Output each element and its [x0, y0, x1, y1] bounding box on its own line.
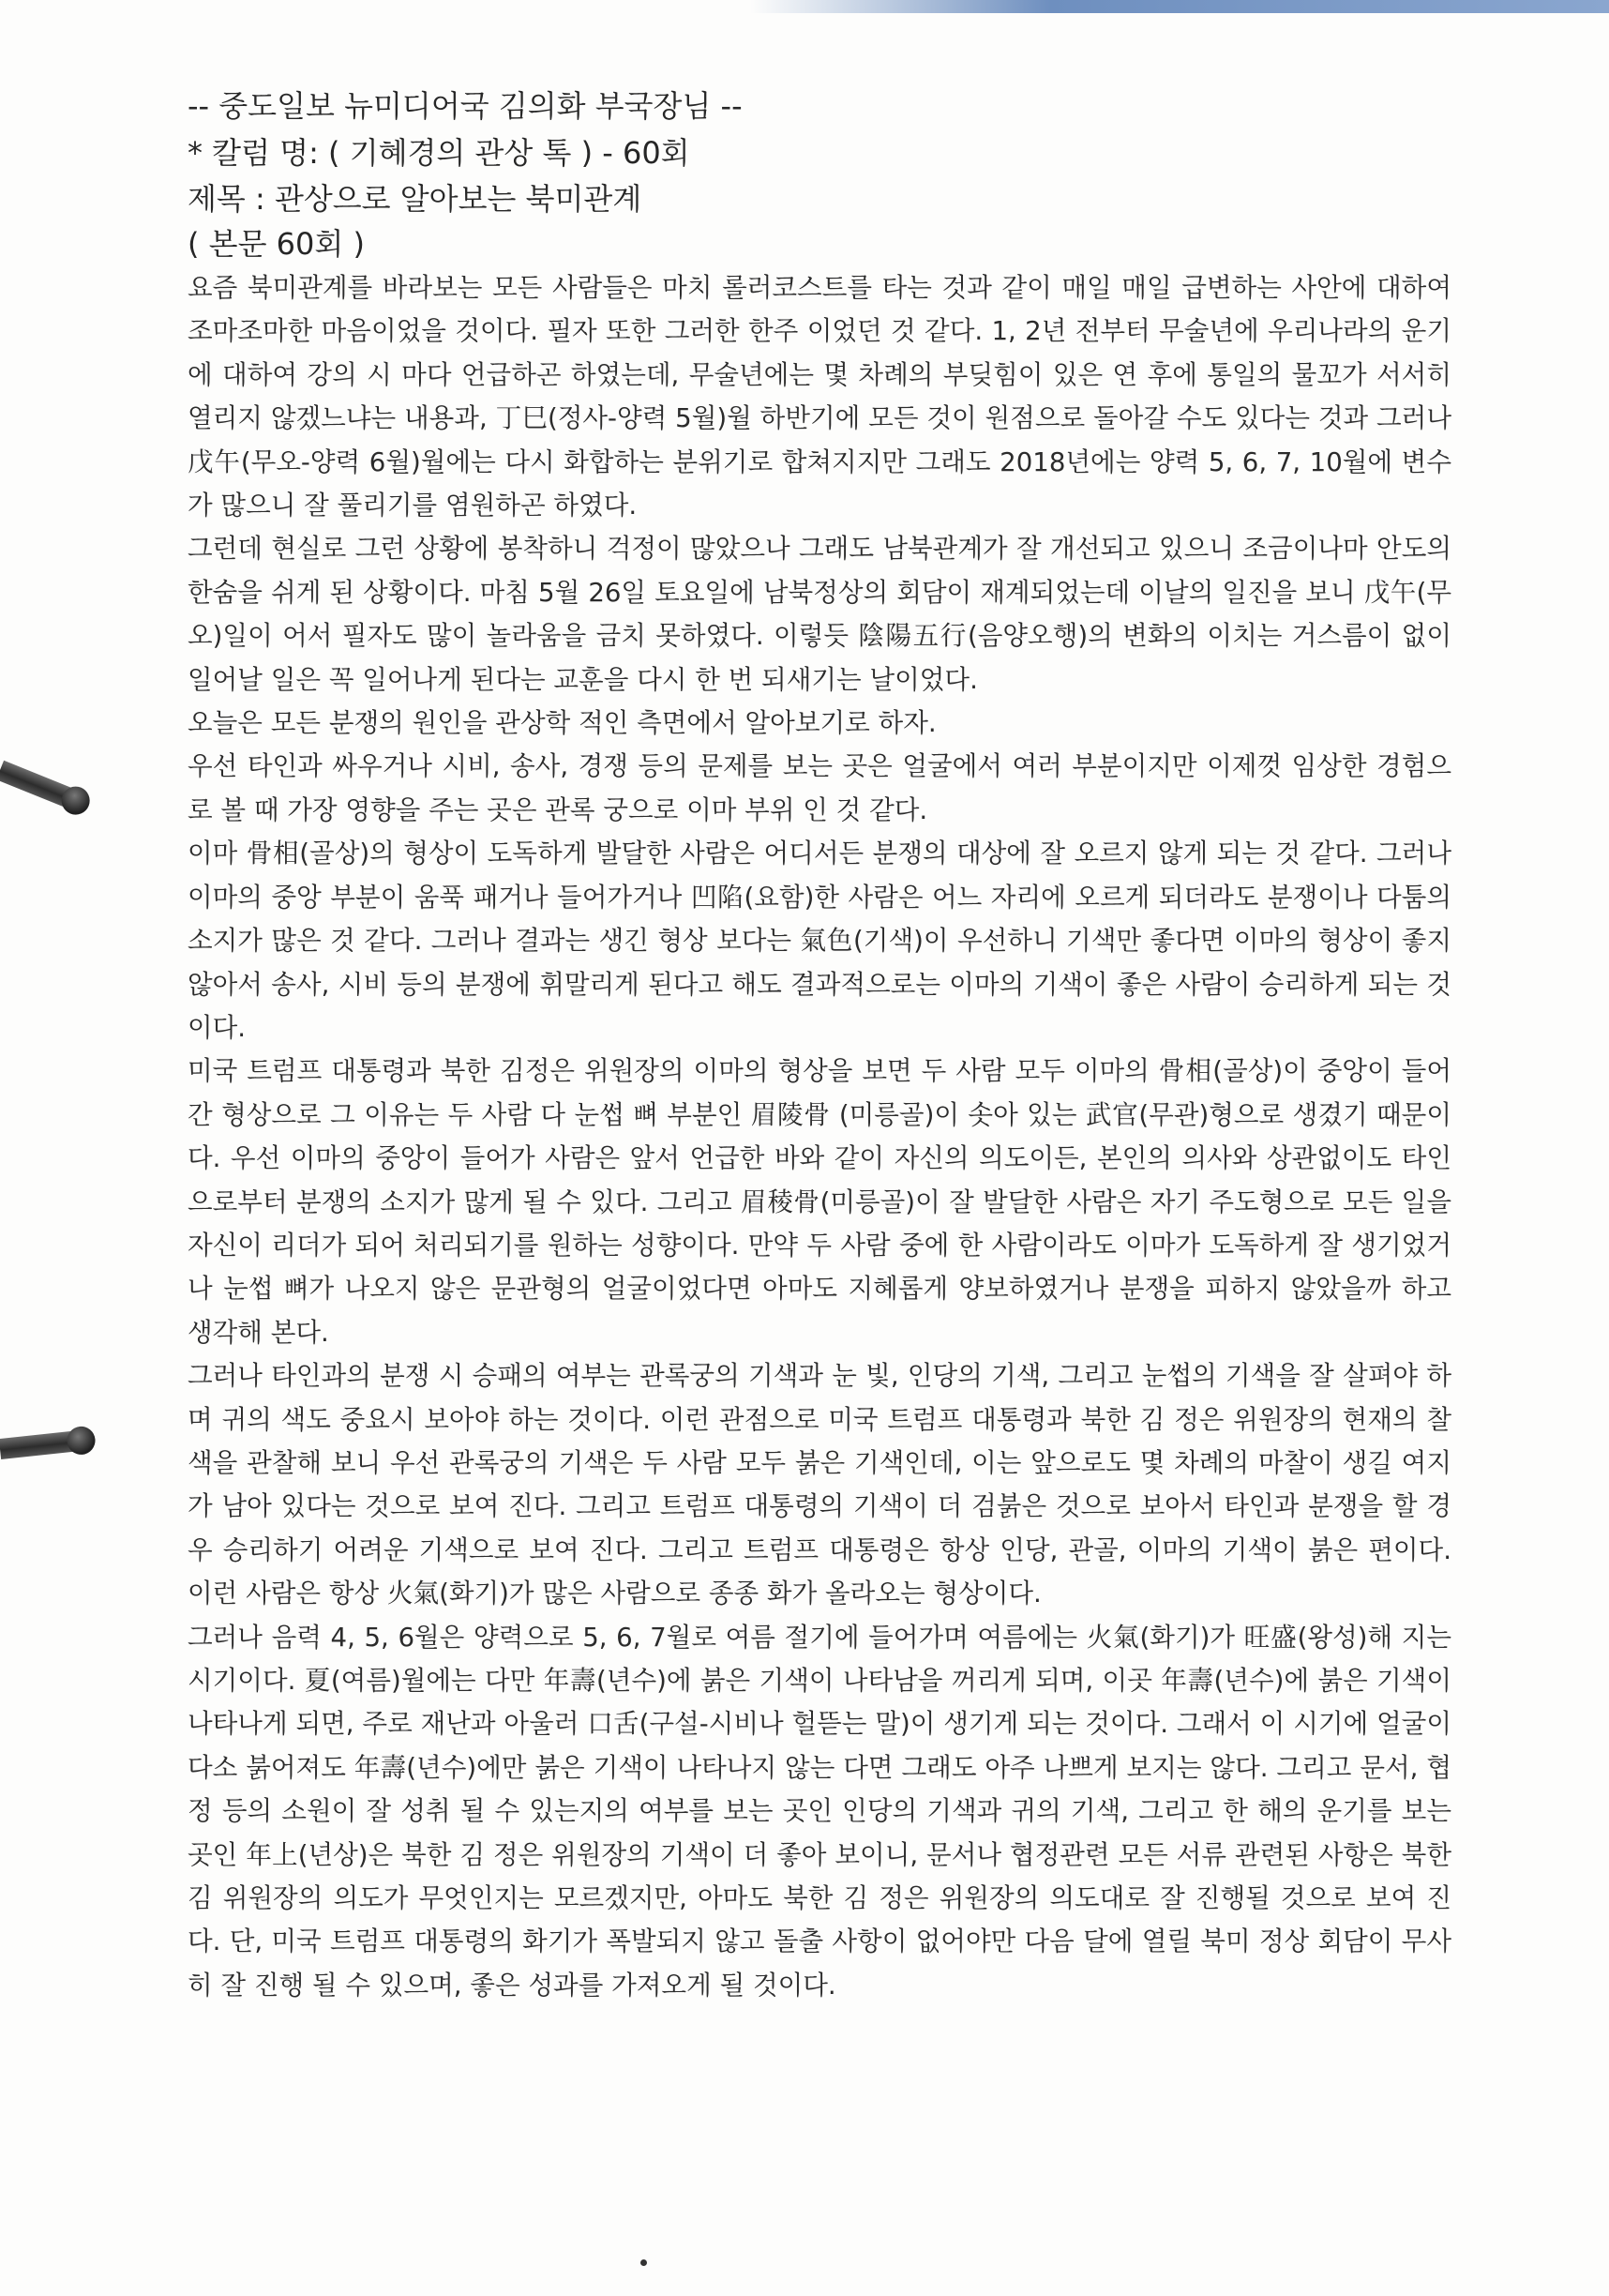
- paragraph: 그런데 현실로 그런 상황에 봉착하니 걱정이 많았으나 그래도 남북관계가 잘 개선되고 있으니 조금이나마 안도의 한숨을 쉬게 된 상황이다. 마침 5월 26일 토요일에 남북정상의 회담이 재계되었는데 이날의 일진을 보니 戊午(무오)일이 어서 필자도 많이 놀라움을 금치 못하였다. 이렇듯 陰陽五行(음양오행)의 변화의 이치는 거스름이 없이 일어날 일은 꼭 일어나게 된다는 교훈을 다시 한 번 되새기는 날이었다.: [188, 533, 1451, 695]
- article-title: 제목 : 관상으로 알아보는 북미관계: [188, 181, 642, 217]
- binder-ring-knob: [57, 782, 94, 819]
- paragraph: 우선 타인과 싸우거나 시비, 송사, 경쟁 등의 문제를 보는 곳은 얼굴에서 여러 부분이지만 이제껏 임상한 경험으로 볼 때 가장 영향을 주는 곳은 관록 궁으로 이마 부위 인 것 같다.: [188, 750, 1451, 825]
- paragraph: 이마 骨相(골상)의 형상이 도독하게 발달한 사람은 어디서든 분쟁의 대상에 잘 오르지 않게 되는 것 같다. 그러나 이마의 중앙 부분이 움푹 패거나 들어가거나 凹陷(요함)한 사람은 어느 자리에 오르게 되더라도 분쟁이나 다툼의 소지가 많은 것 같다. 그러나 결과는 생긴 형상 보다는 氣色(기색)이 우선하니 기색만 좋다면 이마의 형상이 좋지 않아서 송사, 시비 등의 분쟁에 휘말리게 된다고 해도 결과적으로는 이마의 기색이 좋은 사람이 승리하게 되는 것이다.: [188, 838, 1451, 1043]
- binder-ring-icon: [0, 1429, 91, 1459]
- binder-ring-knob: [66, 1425, 97, 1456]
- binder-ring-icon: [0, 761, 87, 813]
- episode-label: ( 본문 60회 ): [188, 226, 365, 262]
- paragraph: 미국 트럼프 대통령과 북한 김정은 위원장의 이마의 형상을 보면 두 사람 모두 이마의 骨相(골상)이 중앙이 들어간 형상으로 그 이유는 두 사람 다 눈썹 뼈 부분인 眉陵骨 (미릉골)이 솟아 있는 武官(무관)형으로 생겼기 때문이다. 우선 이마의 중앙이 들어가 사람은 앞서 언급한 바와 같이 자신의 의도이든, 본인의 의사와 상관없이도 타인으로부터 분쟁의 소지가 많게 될 수 있다. 그리고 眉稜骨(미릉골)이 잘 발달한 사람은 자기 주도형으로 모든 일을 자신이 리더가 되어 처리되기를 원하는 성향이다. 만약 두 사람 중에 한 사람이라도 이마가 도독하게 잘 생기었거나 눈썹 뼈가 나오지 않은 문관형의 얼굴이었다면 아마도 지혜롭게 양보하였거나 분쟁을 피하지 않았을까 하고 생각해 본다.: [188, 1055, 1451, 1348]
- paragraph: 요즘 북미관계를 바라보는 모든 사람들은 마치 롤러코스트를 타는 것과 같이 매일 매일 급변하는 사안에 대하여 조마조마한 마음이었을 것이다. 필자 또한 그러한 한주 이었던 것 같다. 1, 2년 전부터 무술년에 우리나라의 운기에 대하여 강의 시 마다 언급하곤 하였는데, 무술년에는 몇 차례의 부딪힘이 있은 연 후에 통일의 물꼬가 서서히 열리지 않겠느냐는 내용과, 丁巳(정사-양력 5월)월 하반기에 모든 것이 원점으로 돌아갈 수도 있다는 것과 그러나 戊午(무오-양력 6월)월에는 다시 화합하는 분위기로 합쳐지지만 그래도 2018년에는 양력 5, 6, 7, 10월에 변수가 많으니 잘 풀리기를 염원하곤 하였다.: [188, 272, 1451, 521]
- paragraph: 그러나 타인과의 분쟁 시 승패의 여부는 관록궁의 기색과 눈 빛, 인당의 기색, 그리고 눈썹의 기색을 잘 살펴야 하며 귀의 색도 중요시 보아야 하는 것이다. 이런 관점으로 미국 트럼프 대통령과 북한 김 정은 위원장의 현재의 찰색을 관찰해 보니 우선 관록궁의 기색은 두 사람 모두 붉은 기색인데, 이는 앞으로도 몇 차례의 마찰이 생길 여지가 남아 있다는 것으로 보여 진다. 그리고 트럼프 대통령의 기색이 더 검붉은 것으로 보아서 타인과 분쟁을 할 경우 승리하기 어려운 기색으로 보여 진다. 그리고 트럼프 대통령은 항상 인당, 관골, 이마의 기색이 붉은 편이다. 이런 사람은 항상 火氣(화기)가 많은 사람으로 종종 화가 올라오는 형상이다.: [188, 1360, 1451, 1609]
- newspaper-header: -- 중도일보 뉴미디어국 김의화 부국장님 --: [188, 88, 743, 124]
- page-dot: [640, 2259, 647, 2266]
- paragraph: 오늘은 모든 분쟁의 원인을 관상학 적인 측면에서 알아보기로 하자.: [188, 707, 937, 739]
- document-body: [188, 83, 1451, 2007]
- top-edge-strip: [750, 0, 1609, 13]
- column-name: * 칼럼 명: ( 기혜경의 관상 톡 ) - 60회: [188, 135, 690, 171]
- paragraph: 그러나 음력 4, 5, 6월은 양력으로 5, 6, 7월로 여름 절기에 들어가며 여름에는 火氣(화기)가 旺盛(왕성)해 지는 시기이다. 夏(여름)월에는 다만 年壽(년수)에 붉은 기색이 나타남을 꺼리게 되며, 이곳 年壽(년수)에 붉은 기색이 나타나게 되면, 주로 재난과 아울러 口舌(구설-시비나 헐뜯는 말)이 생기게 되는 것이다. 그래서 이 시기에 얼굴이 다소 붉어져도 年壽(년수)에만 붉은 기색이 나타나지 않는 다면 그래도 아주 나쁘게 보지는 않다. 그리고 문서, 협정 등의 소원이 잘 성취 될 수 있는지의 여부를 보는 곳인 인당의 기색과 귀의 기색, 그리고 한 해의 운기를 보는 곳인 年上(년상)은 북한 김 정은 위원장의 기색이 더 좋아 보이니, 문서나 협정관련 모든 서류 관련된 사항은 북한 김 위원장의 의도가 무엇인지는 모르겠지만, 아마도 북한 김 정은 위원장의 의도대로 잘 진행될 것으로 보여 진다. 단, 미국 트럼프 대통령의 화기가 폭발되지 않고 돌출 사항이 없어야만 다음 달에 열릴 북미 정상 회담이 무사히 잘 진행 될 수 있으며, 좋은 성과를 가져오게 될 것이다.: [188, 1621, 1452, 2001]
